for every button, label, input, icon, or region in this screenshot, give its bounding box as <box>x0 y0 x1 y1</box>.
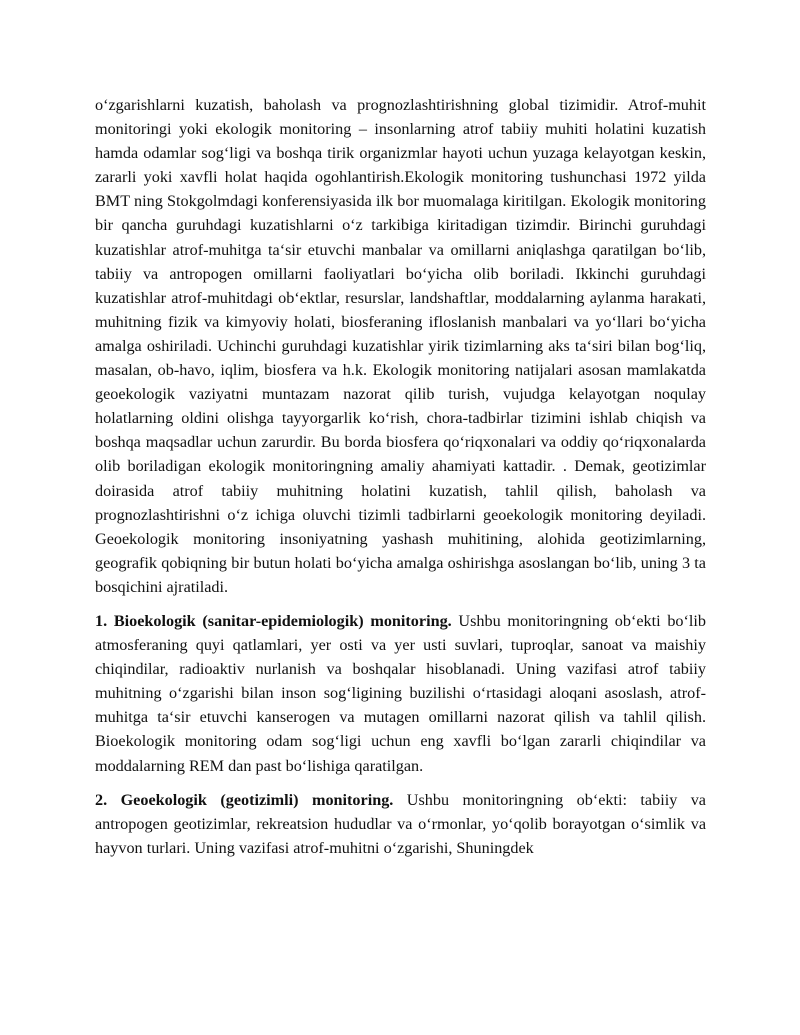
paragraph-text: Ushbu monitoringning ob‘ekti bo‘lib atmosferaning quyi qatlamlari, yer osti va yer usti suvlari, tuproqlar, sanoat va maishiy chiqindilar, radioaktiv nurlanish va boshqalar hisoblanadi. Uning vazifasi atrof tabiiy muhitning o‘zgarishi bilan inson sog‘ligining buzilishi o‘rtasidagi aloqani asoslash, atrof-muhitga ta‘sir etuvchi kanserogen va mutagen omillarni nazorat qilish va tahlil qilish. Bioekologik monitoring odam sog‘ligi uchun eng xavfli bo‘lgan zararli chiqindilar va moddalarning REM dan past bo‘lishiga qaratilgan. <box>95 611 706 775</box>
paragraph-text: o‘zgarishlarni kuzatish, baholash va prognozlashtirishning global tizimidir. Atrof-muhit monitoringi yoki ekologik monitoring – insonlarning atrof tabiiy muhiti holatini kuzatish hamda odamlar sog‘ligi va boshqa tirik organizmlar hayoti uchun yuzaga kelayotgan keskin, zararli yoki xavfli holat haqida ogohlantirish.Ekologik monitoring tushunchasi 1972 yilda BMT ning Stokgolmdagi konferensiyasida ilk bor muomalaga kiritilgan. Ekologik monitoring bir qancha guruhdagi kuzatishlarni o‘z tarkibiga kiritadigan tizimdir. Birinchi guruhdagi kuzatishlar atrof-muhitga ta‘sir etuvchi manbalar va omillarni aniqlashga qaratilgan bo‘lib, tabiiy va antropogen omillarni faoliyatlari bo‘yicha olib boriladi. Ikkinchi guruhdagi kuzatishlar atrof-muhitdagi ob‘ektlar, resurslar, landshaftlar, moddalarning aylanma harakati, muhitning fizik va kimyoviy holati, biosferaning ifloslanish manbalari va yo‘llari bo‘yicha amalga oshiriladi. Uchinchi guruhdagi kuzatishlar yirik tizimlarning aks ta‘siri bilan bog‘liq, masalan, ob-havo, iqlim, biosfera va h.k. Ekologik monitoring natijalari asosan mamlakatda geoekologik vaziyatni muntazam nazorat qilib turish, vujudga kelayotgan noqulay holatlarning oldini olishga tayyorgarlik ko‘rish, chora-tadbirlar tizimini ishlab chiqish va boshqa maqsadlar uchun zarurdir. Bu borda biosfera qo‘riqxonalari va oddiy qo‘riqxonalarda olib boriladigan ekologik monitoringning amaliy ahamiyati kattadir. . Demak, geotizimlar doirasida atrof tabiiy muhitning holatini kuzatish, tahlil qilish, baholash va prognozlashtirishni o‘z ichiga oluvchi tizimli tadbirlarni geoekologik monitoring deyiladi. Geoekologik monitoring insoniyatning yashash muhitining, alohida geotizimlarning, geografik qobiqning bir butun holati bo‘yicha amalga oshirishga asoslangan bo‘lib, uning 3 ta bosqichini ajratiladi. <box>95 96 706 596</box>
paragraph-text: Ushbu monitoringning ob‘ekti: tabiiy va antropogen geotizimlar, rekreatsion hududlar va o‘rmonlar, yo‘qolib borayotgan o‘simlik va hayvon turlari. Uning vazifasi atrof-muhitni o‘zgarishi, Shuningdek <box>95 790 706 857</box>
paragraph-bioekologik-monitoring <box>95 609 706 778</box>
paragraph-intro <box>95 93 706 599</box>
paragraph-heading: 1. Bioekologik (sanitar-epidemiologik) monitoring. <box>95 611 452 630</box>
paragraph-geoekologik-monitoring <box>95 788 706 860</box>
paragraph-heading: 2. Geoekologik (geotizimli) monitoring. <box>95 790 394 809</box>
document-page <box>95 93 706 860</box>
